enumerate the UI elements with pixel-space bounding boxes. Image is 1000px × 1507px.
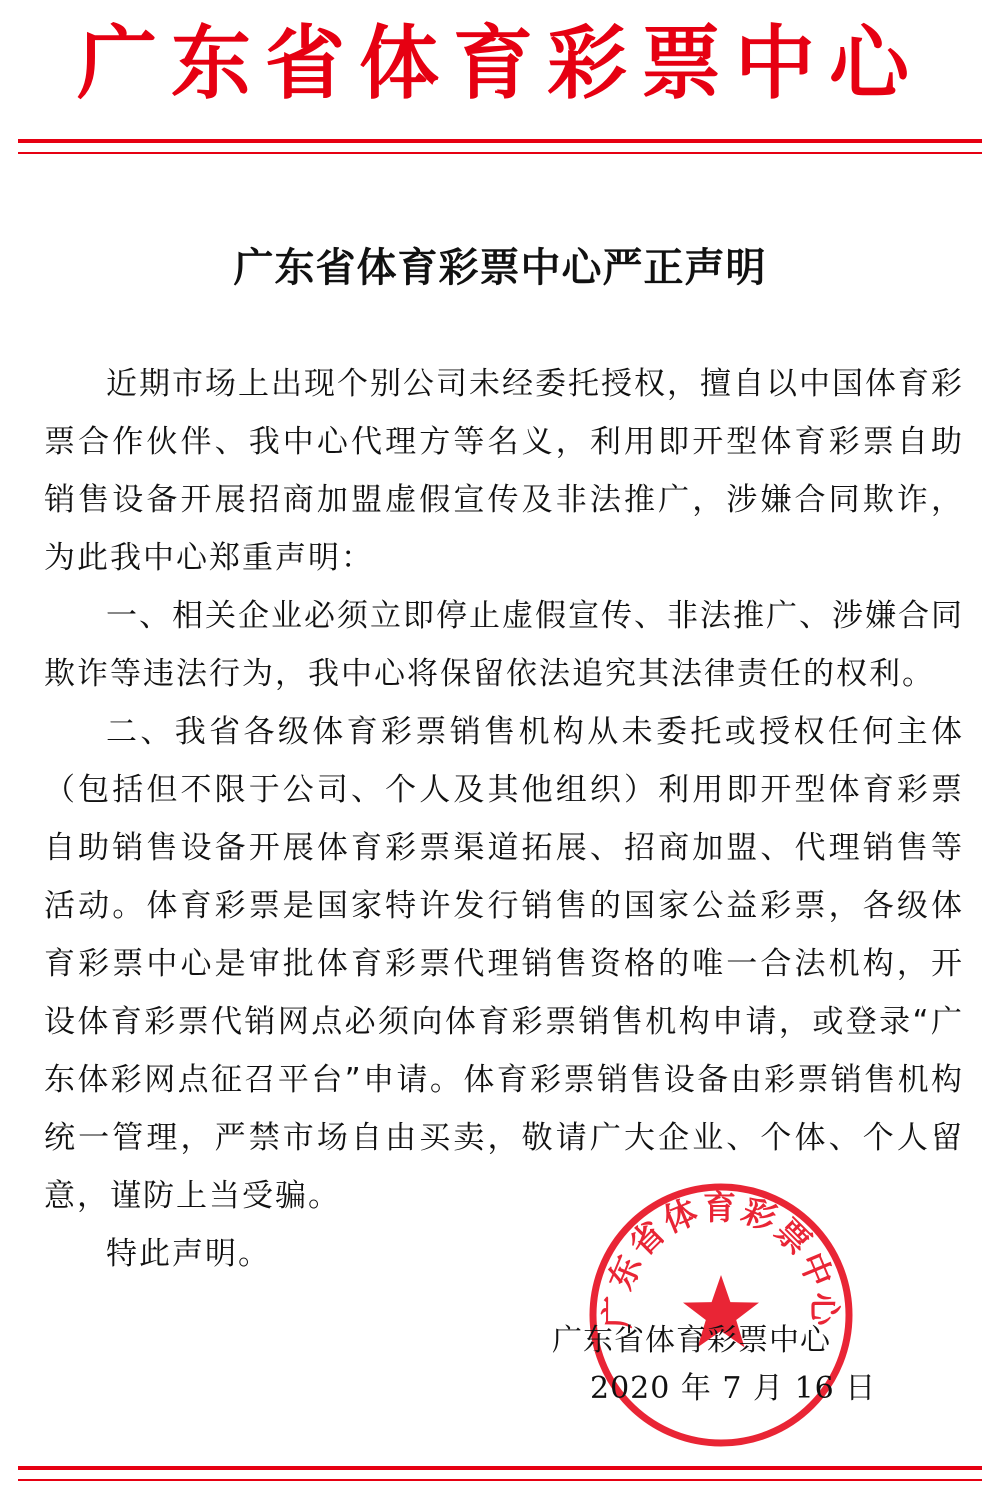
document-body [44,355,964,1283]
header-rule-thin [18,152,982,154]
signature-date: 2020 年 7 月 16 日 [590,1371,877,1406]
body-paragraph-point-2: 二、我省各级体育彩票销售机构从未委托或授权任何主体（包括但不限于公司、个人及其他组织）利用即开型体育彩票自助销售设备开展体育彩票渠道拓展、招商加盟、代理销售等活动。体育彩票是国家特许发行销售的国家公益彩票，各级体育彩票中心是审批体育彩票代理销售资格的唯一合法机构，开设体育彩票代销网点必须向体育彩票销售机构申请，或登录“广东体彩网点征召平台”申请。体育彩票销售设备由彩票销售机构统一管理，严禁市场自由买卖，敬请广大企业、个体、个人留意，谨防上当受骗。 [44,714,964,1214]
signature-org: 广东省体育彩票中心 [552,1323,831,1358]
page-title: 广东省体育彩票中心严正声明 [233,244,767,291]
seal-text: 广东省体育彩票中心 [597,1187,845,1329]
footer-rule-thin [18,1479,982,1481]
footer-rule-thick [18,1466,982,1470]
body-paragraph-point-1: 一、相关企业必须立即停止虚假宣传、非法推广、涉嫌合同欺诈等违法行为，我中心将保留依法追究其法律责任的权利。 [44,598,964,692]
header-rule-thick [18,139,982,143]
body-paragraph-closing: 特此声明。 [106,1236,271,1272]
letterhead-title: 广东省体育彩票中心 [77,17,923,110]
body-paragraph-intro: 近期市场上出现个别公司未经委托授权，擅自以中国体育彩票合作伙伴、我中心代理方等名义，利用即开型体育彩票自助销售设备开展招商加盟虚假宣传及非法推广，涉嫌合同欺诈，为此我中心郑重声明： [44,366,964,576]
